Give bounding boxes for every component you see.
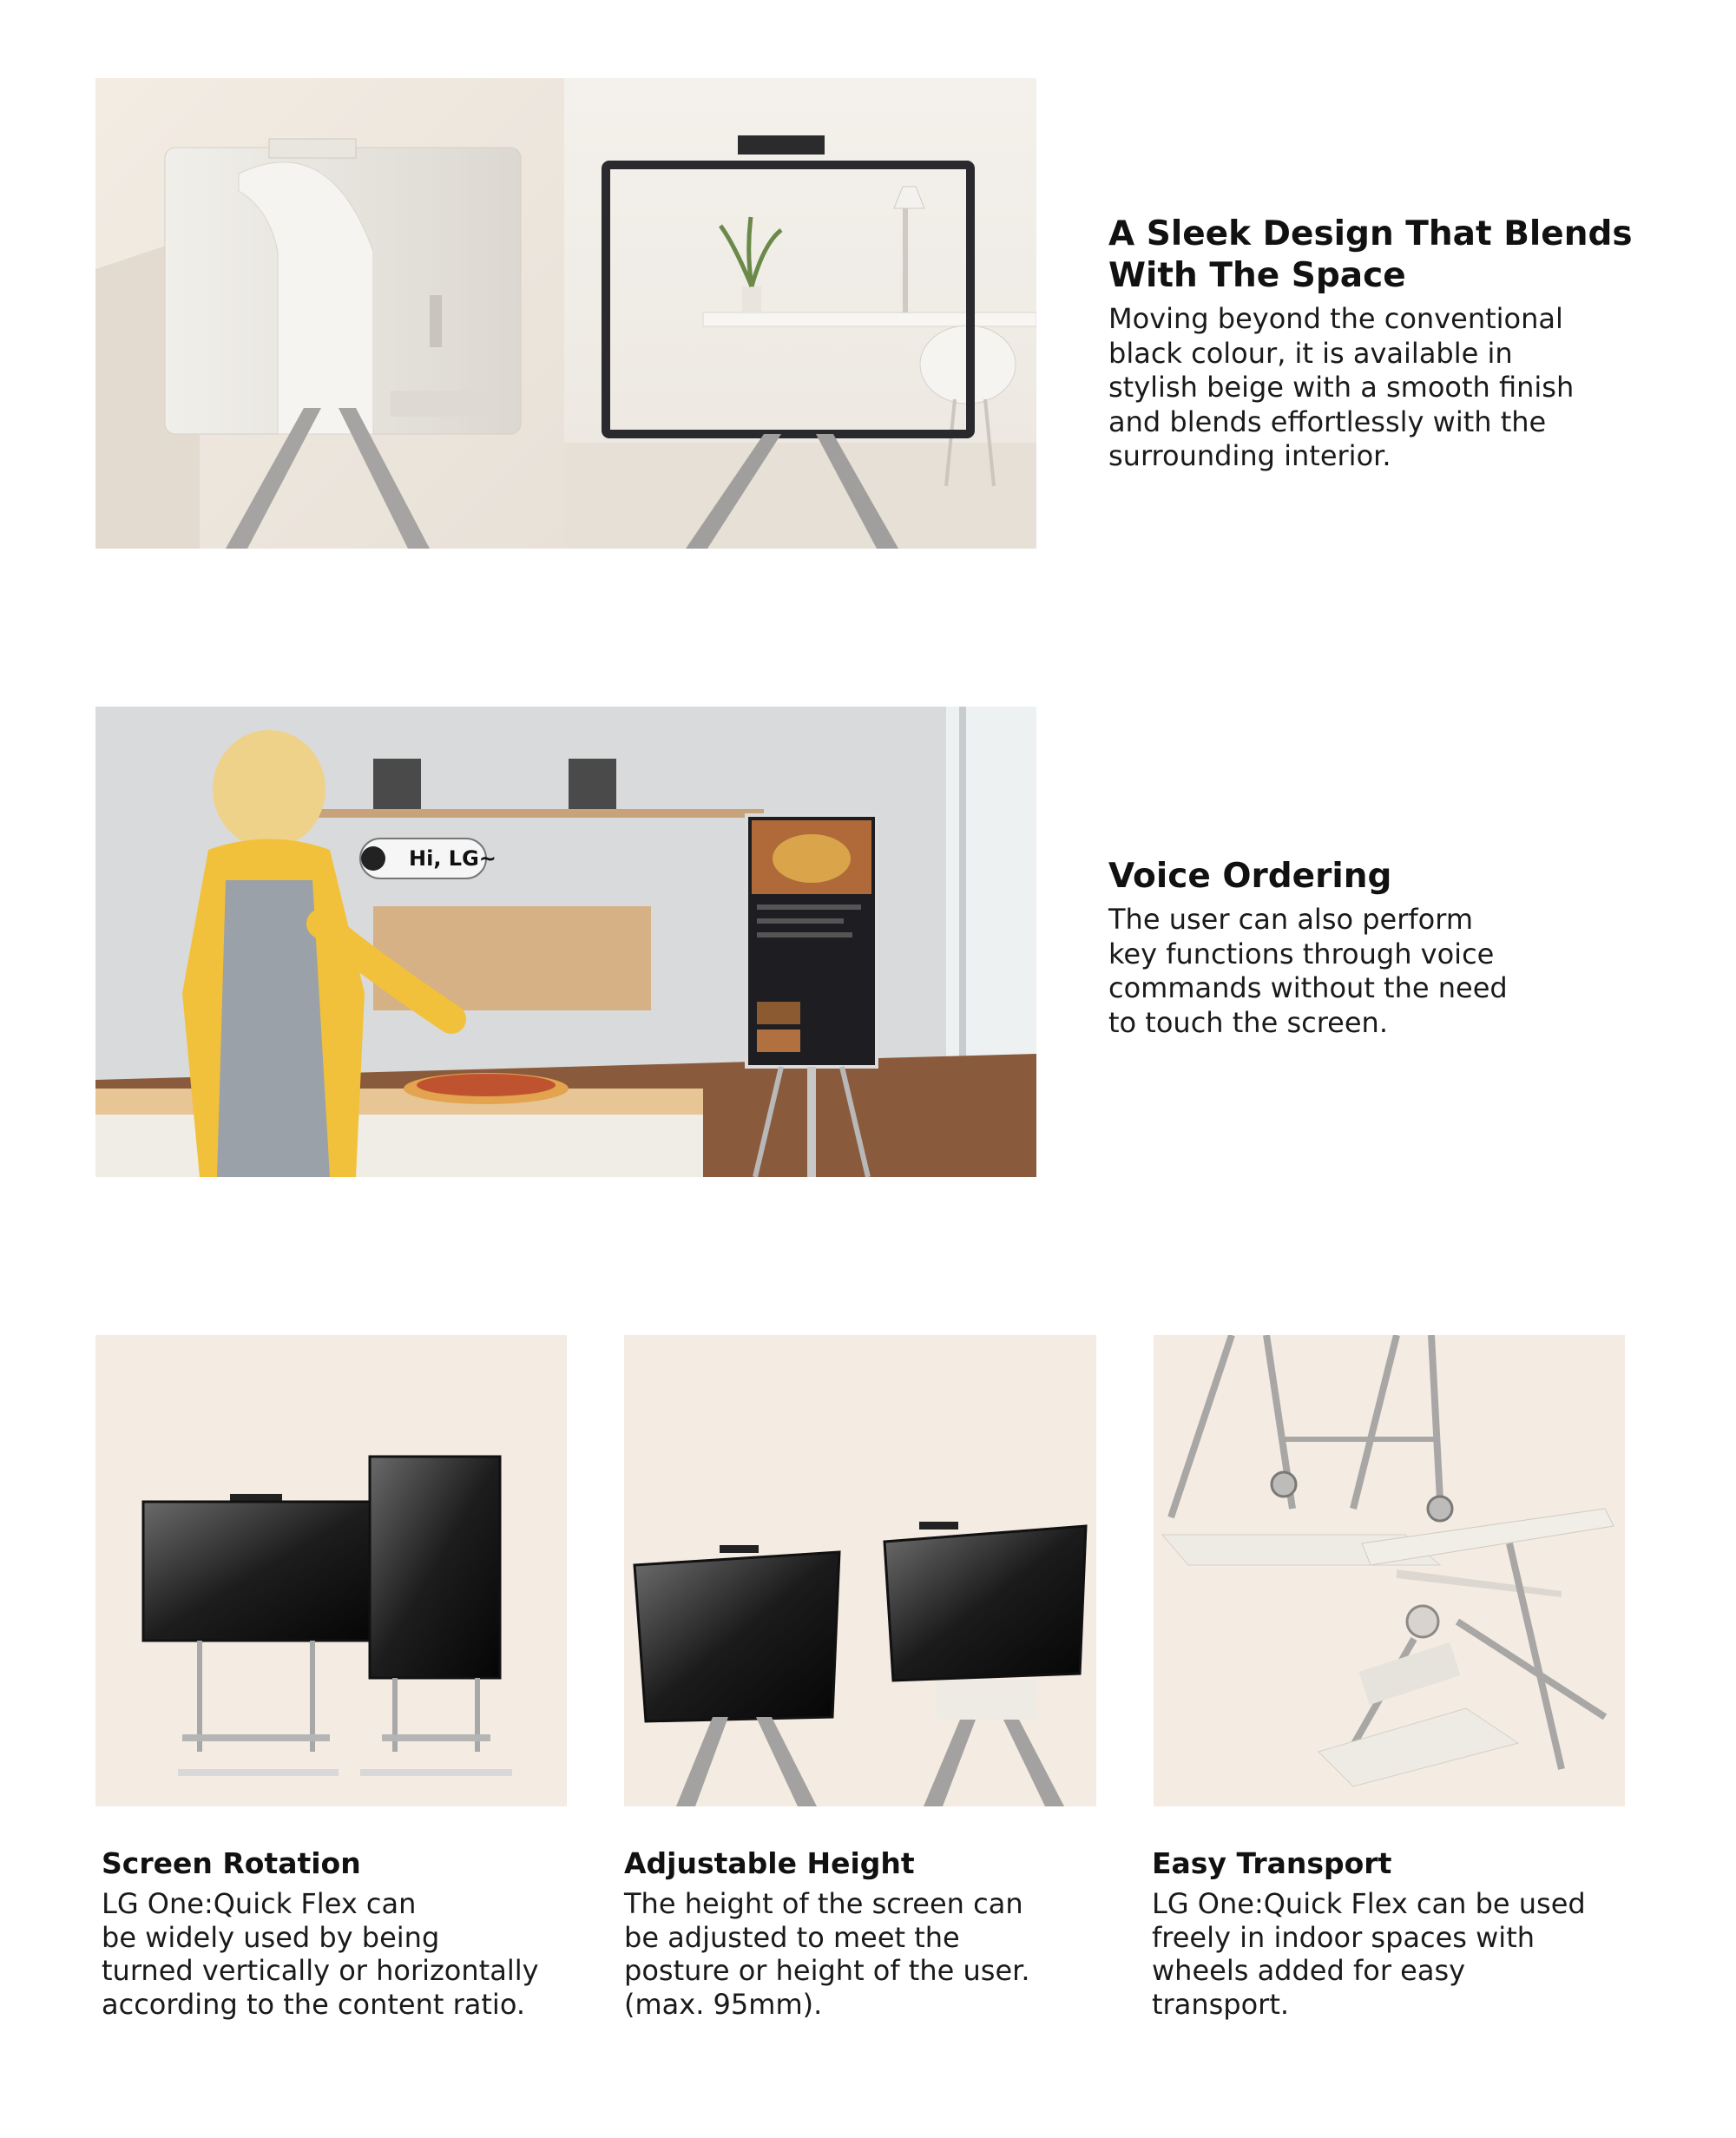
card-body-adjustable-height: The height of the screen can be adjusted to meet the posture or height of the user. (max. 95mm). <box>624 1887 1030 2021</box>
section-body-sleek-design: Moving beyond the conventional black colour, it is available in stylish beige with a smooth finish and blends effortlessly with the surrounding interior. <box>1108 302 1575 472</box>
card-title-easy-transport: Easy Transport <box>1152 1846 1392 1880</box>
sleek-design-photo <box>95 78 1036 549</box>
easy-transport-image <box>1154 1335 1625 1806</box>
section-body-voice-ordering: The user can also perform key functions through voice commands without the need to touch the screen. <box>1108 903 1508 1039</box>
card-title-screen-rotation: Screen Rotation <box>102 1846 361 1880</box>
voice-ordering-photo <box>95 707 1036 1177</box>
card-body-easy-transport: LG One:Quick Flex can be used freely in indoor spaces with wheels added for easy transport. <box>1152 1887 1586 2021</box>
speech-bubble-text: Hi, LG~ <box>409 846 496 871</box>
section-title-voice-ordering: Voice Ordering <box>1108 857 1392 896</box>
screen-rotation-image <box>95 1335 567 1806</box>
card-title-adjustable-height: Adjustable Height <box>624 1846 915 1880</box>
card-body-screen-rotation: LG One:Quick Flex can be widely used by being turned vertically or horizontally according to the content ratio. <box>102 1887 539 2021</box>
section-title-sleek-design: A Sleek Design That Blends With The Space <box>1108 214 1633 295</box>
adjustable-height-image <box>624 1335 1096 1806</box>
